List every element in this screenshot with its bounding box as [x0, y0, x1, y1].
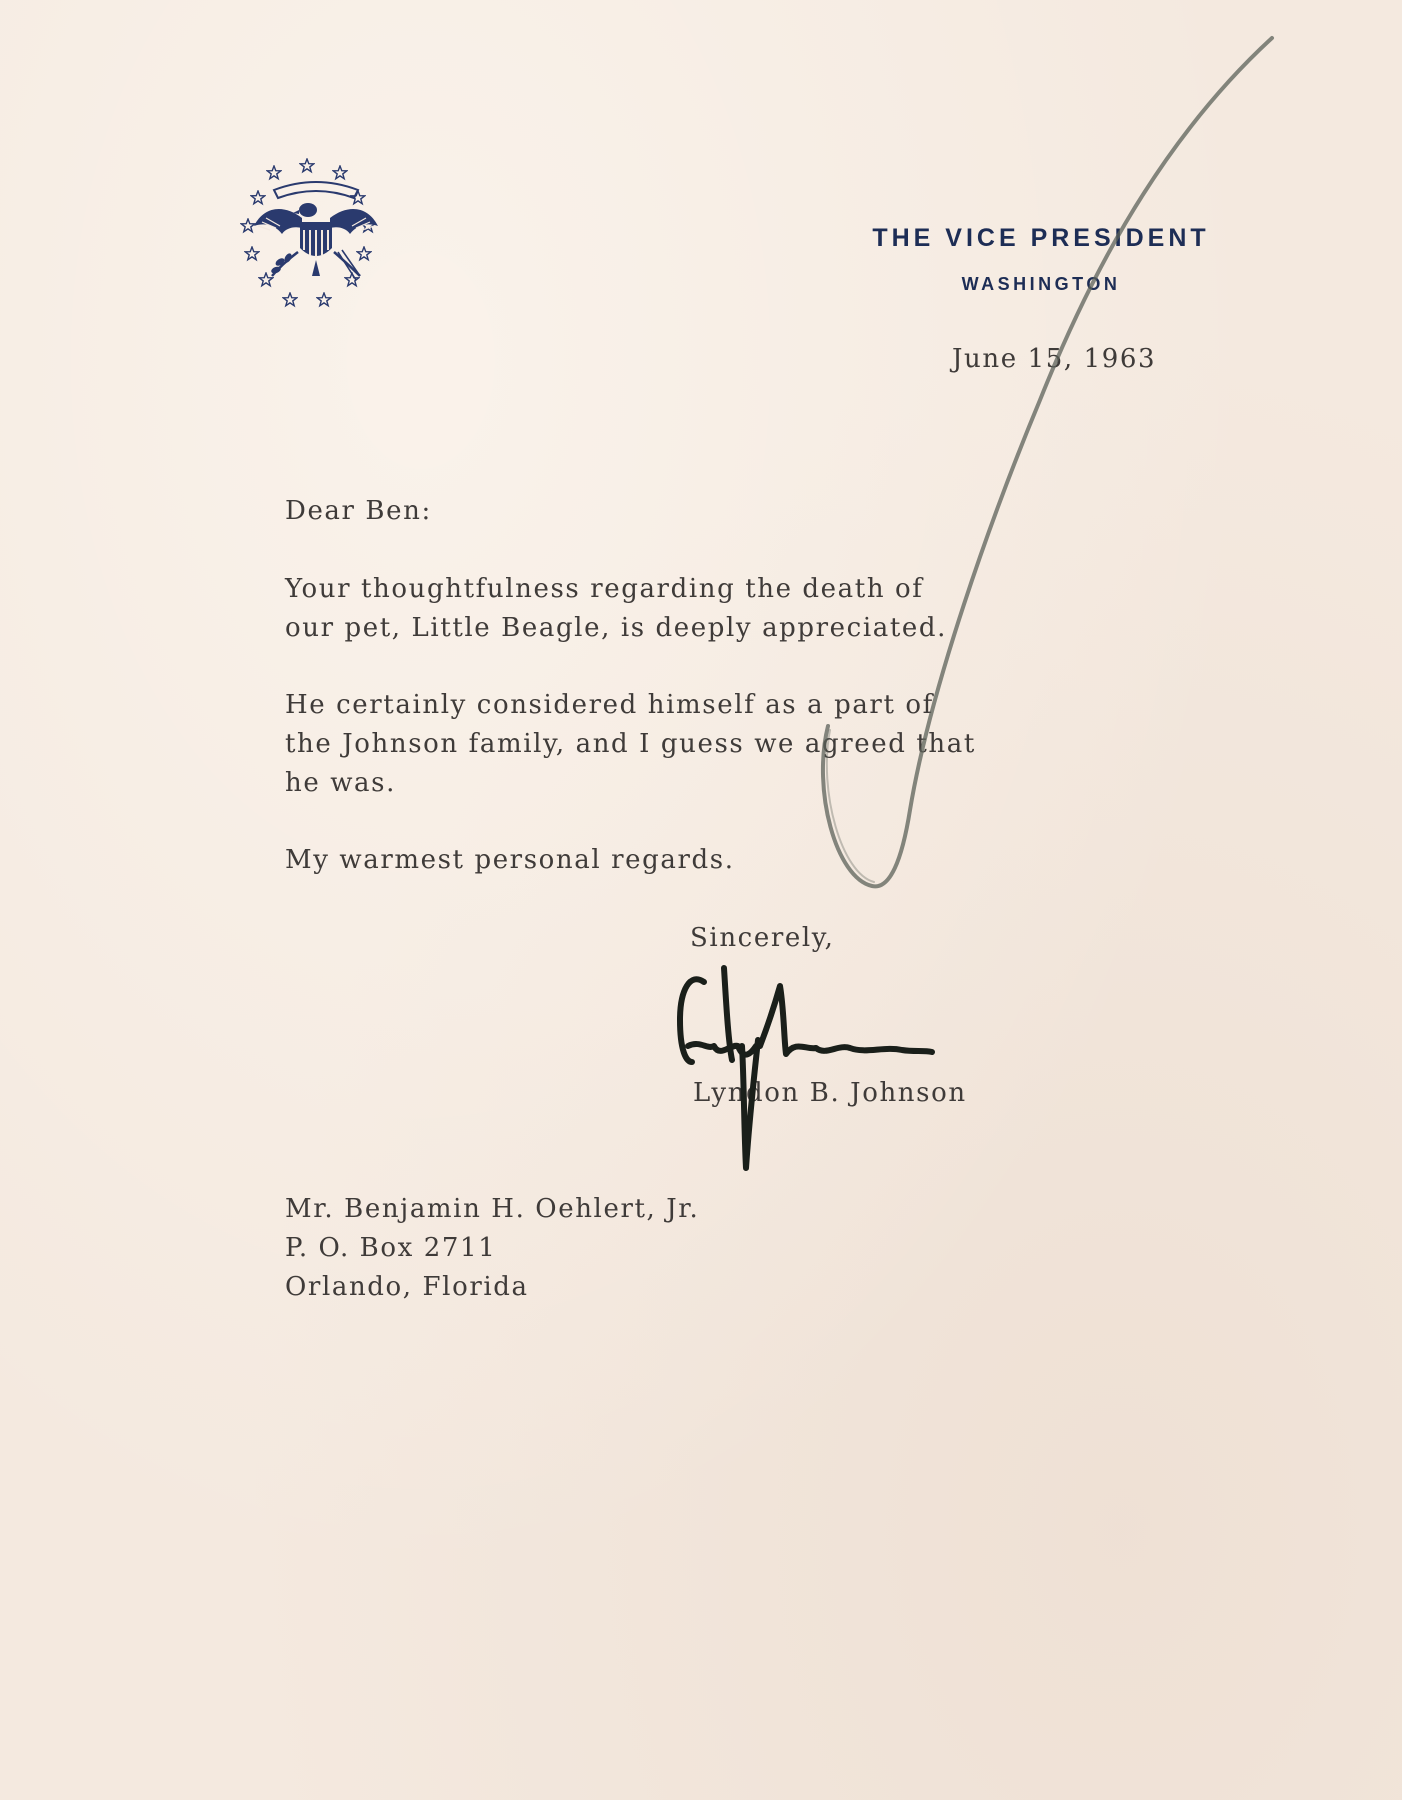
letterhead-city: WASHINGTON	[961, 274, 1121, 294]
address-line: P. O. Box 2711	[285, 1233, 497, 1263]
letterhead-title: THE VICE PRESIDENT	[872, 224, 1210, 252]
paragraph-line: he was.	[285, 768, 396, 798]
paragraph-line: Your thoughtfulness regarding the death of	[285, 574, 924, 604]
paragraph-line: the Johnson family, and I guess we agreed that	[285, 729, 976, 759]
body-paragraph-3	[285, 841, 735, 880]
recipient-address	[285, 1190, 699, 1307]
signer-name: Lyndon B. Johnson	[693, 1078, 967, 1108]
handwritten-signature	[680, 968, 932, 1168]
salutation: Dear Ben:	[285, 496, 432, 526]
closing: Sincerely,	[690, 923, 835, 953]
paragraph-line: He certainly considered himself as a part of	[285, 690, 934, 720]
letter-date: June 15, 1963	[952, 344, 1157, 374]
address-line: Orlando, Florida	[285, 1272, 529, 1302]
paragraph-line: My warmest personal regards.	[285, 845, 735, 875]
body-paragraph-1	[285, 570, 947, 648]
vice-presidential-seal-icon	[236, 152, 396, 318]
paragraph-line: our pet, Little Beagle, is deeply appreciated.	[285, 613, 947, 643]
body-paragraph-2	[285, 686, 976, 803]
address-line: Mr. Benjamin H. Oehlert, Jr.	[285, 1194, 700, 1224]
